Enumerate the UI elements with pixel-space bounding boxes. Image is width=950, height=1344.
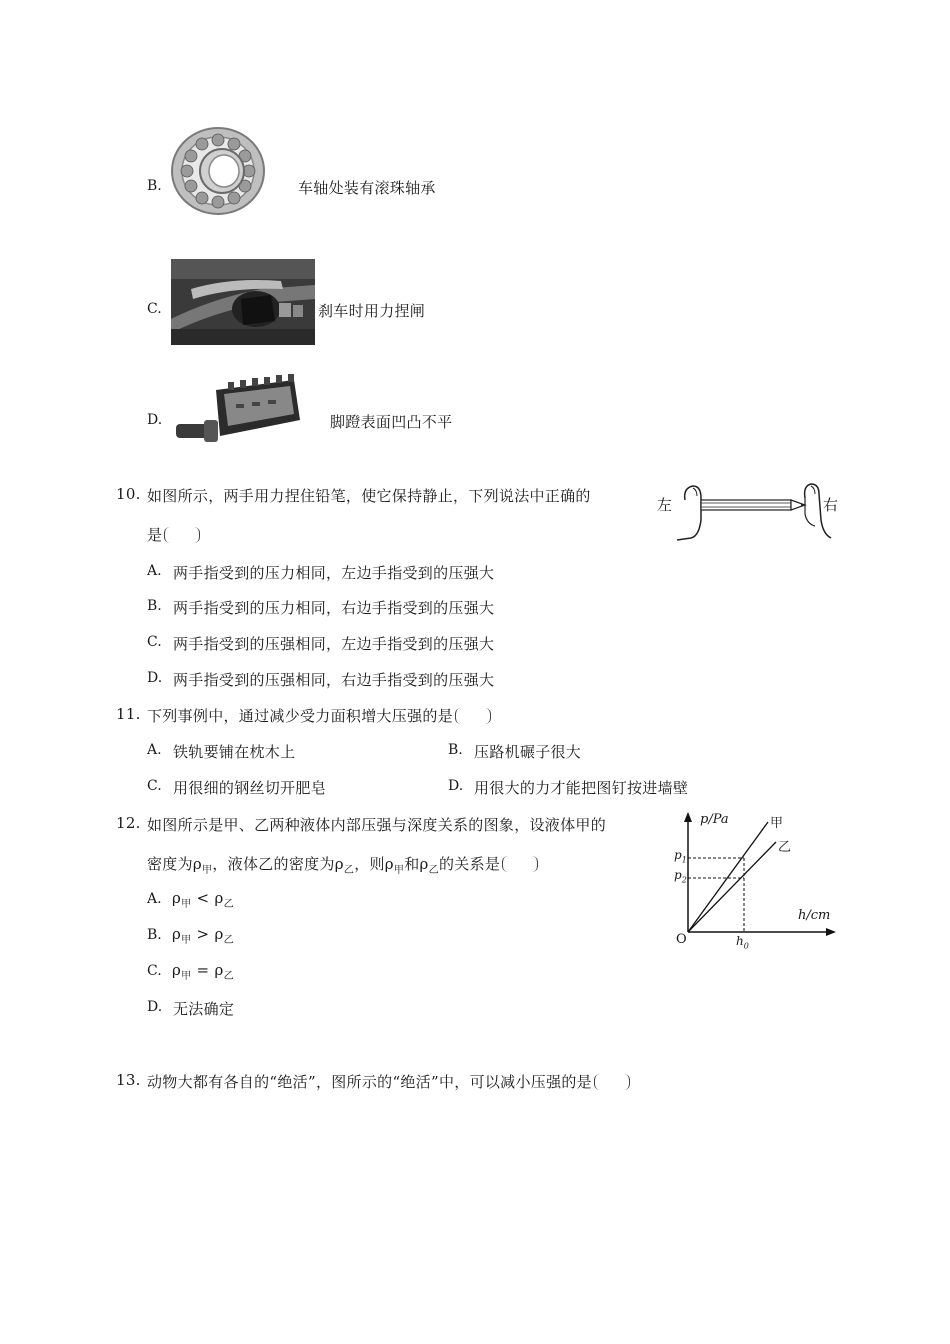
option-text: 无法确定 [173,1000,235,1018]
option-text: 两手指受到的压力相同，右边手指受到的压强大 [173,599,495,617]
ball-bearing-photo [170,126,266,216]
answer-blank[interactable] [502,856,538,872]
option-label: D. [147,670,163,686]
question-stem: 下列事例中，通过减少受力面积增大压强的是 [147,705,491,726]
option-label: C. [147,778,162,794]
question-stem: 如图所示，两手用力捏住铅笔，使它保持静止，下列说法中正确的 [147,487,591,505]
left-label: 左 [657,496,673,514]
brake-lever-photo [171,259,315,345]
answer-blank[interactable] [164,527,200,543]
question-stem: 动物大都有各自的“绝活”，图所示的“绝活”中，可以减小压强的是 [147,1071,630,1092]
option-label: A. [147,891,162,907]
option-text: 两手指受到的压强相同，左边手指受到的压强大 [173,635,495,653]
option-label: D. [448,778,464,794]
h0-label: $h_0$ [736,934,749,951]
option-label: C. [147,301,162,317]
option-formula: $\rho_甲 > \rho_乙$ [172,925,234,946]
option-text: 刹车时用力捏闸 [318,302,426,320]
line-yi-label: 乙 [778,840,792,855]
option-label: A. [147,563,162,579]
answer-blank[interactable] [455,708,491,724]
option-label: B. [147,178,162,194]
answer-blank[interactable] [594,1074,630,1090]
p2-label: $p_2$ [674,868,687,885]
question-stem-cont: 是 [147,524,200,545]
right-label: 右 [823,496,839,514]
pedal-photo [176,370,302,450]
option-text: 脚蹬表面凹凸不平 [330,413,453,431]
option-label: C. [147,634,162,650]
option-text: 两手指受到的压强相同，右边手指受到的压强大 [173,671,495,689]
question-number: 11. [116,705,141,723]
question-stem-cont: 密度为$\rho_甲$，液体乙的密度为$\rho_乙$，则$\rho_甲$和$\rho_乙$的关系是 [147,853,538,876]
question-stem: 如图所示是甲、乙两种液体内部压强与深度关系的图象，设液体甲的 [147,816,607,834]
option-label: C. [147,963,162,979]
y-axis-label: p/Pa [700,812,729,827]
option-label: B. [147,927,162,943]
p1-label: $p_1$ [674,848,687,865]
option-formula: $\rho_甲 < \rho_乙$ [172,889,234,910]
option-text: 用很细的钢丝切开肥皂 [173,779,327,797]
question-number: 12. [116,814,141,832]
option-label: A. [147,742,162,758]
question-number: 10. [116,485,141,503]
option-label: B. [448,742,463,758]
option-text: 两手指受到的压力相同，左边手指受到的压强大 [173,564,495,582]
option-text: 铁轨要铺在枕木上 [173,743,296,761]
line-jia-label: 甲 [770,816,784,831]
option-text: 车轴处装有滚珠轴承 [298,179,436,197]
option-label: D. [147,412,163,428]
option-label: D. [147,999,163,1015]
origin-label: O [676,932,687,947]
pencil-figure [655,480,841,542]
pressure-depth-graph [672,808,842,958]
option-text: 压路机碾子很大 [474,743,582,761]
x-axis-label: h/cm [798,908,831,923]
question-number: 13. [116,1071,141,1089]
rho-symbol: ρ [192,855,203,873]
option-text: 用很大的力才能把图钉按进墙壁 [474,779,689,797]
option-formula: $\rho_甲 = \rho_乙$ [172,961,234,982]
option-label: B. [147,598,162,614]
